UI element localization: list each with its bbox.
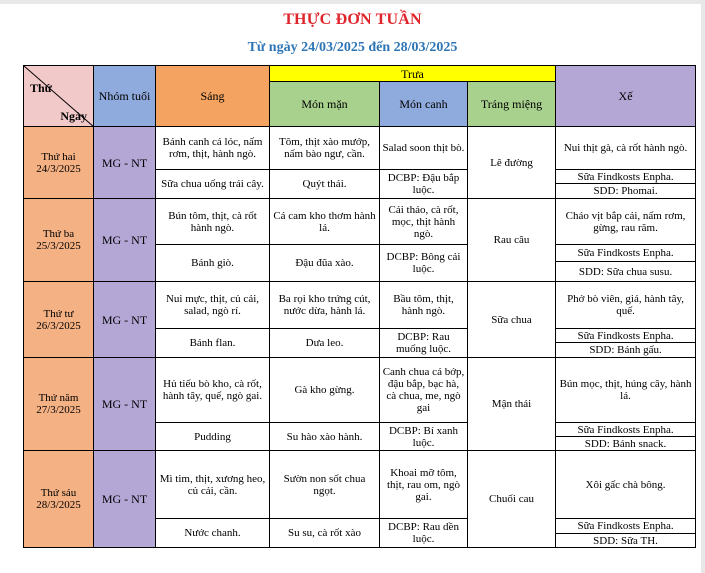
lunch-side: Su hào xào hành. — [270, 423, 380, 451]
afternoon-main: Xôi gấc chà bông. — [556, 451, 696, 519]
day-name: Thứ sáu — [40, 487, 77, 499]
table-row — [24, 127, 696, 170]
header-breakfast: Sáng — [156, 66, 270, 127]
breakfast-extra: Nước chanh. — [156, 519, 270, 548]
day-cell — [24, 451, 94, 548]
header-age-group: Nhóm tuổi — [94, 66, 156, 127]
day-cell — [24, 282, 94, 358]
table-row — [24, 358, 696, 423]
breakfast-main: Bún tôm, thịt, cà rốt hành ngò. — [156, 199, 270, 245]
breakfast-extra: Bánh flan. — [156, 329, 270, 358]
day-date: 28/3/2025 — [36, 499, 81, 511]
afternoon-main: Nui thịt gà, cà rốt hành ngò. — [556, 127, 696, 170]
age-group-cell: MG - NT — [94, 358, 156, 451]
lunch-dessert: Rau câu — [468, 199, 556, 282]
lunch-side: Đậu đũa xào. — [270, 245, 380, 282]
afternoon-main: Bún mọc, thịt, húng cây, hành lá. — [556, 358, 696, 423]
day-date: 26/3/2025 — [36, 319, 81, 332]
lunch-dessert: Mận thái — [468, 358, 556, 451]
lunch-main-dish: Sườn non sốt chua ngọt. — [270, 451, 380, 519]
breakfast-extra: Sữa chua uống trái cây. — [156, 170, 270, 199]
lunch-soup: Bầu tôm, thịt, hành ngò. — [380, 282, 468, 329]
lunch-main-dish: Tôm, thịt xào mướp, nấm bào ngư, cần. — [270, 127, 380, 170]
day-date: 25/3/2025 — [36, 240, 81, 252]
table-row — [24, 199, 696, 245]
day-date: 24/3/2025 — [36, 162, 81, 175]
afternoon-milk: Sữa Findkosts Enpha. — [556, 423, 696, 437]
lunch-side: Quýt thái. — [270, 170, 380, 199]
afternoon-main: Cháo vịt bắp cải, nấm rơm, gừng, rau răm. — [556, 199, 696, 245]
day-cell — [24, 358, 94, 451]
header-thu: Thứ — [30, 81, 52, 95]
afternoon-sdd: SDD: Bánh gấu. — [556, 343, 696, 358]
day-name: Thứ năm — [38, 392, 79, 404]
afternoon-milk: Sữa Findkosts Enpha. — [556, 329, 696, 343]
header-afternoon: Xế — [556, 66, 696, 127]
lunch-soup: Cải thảo, cà rốt, mọc, thịt hành ngò. — [380, 199, 468, 245]
afternoon-milk: Sữa Findkosts Enpha. — [556, 519, 696, 534]
breakfast-extra: Pudding — [156, 423, 270, 451]
lunch-soup: Canh chua cá bớp, đậu bắp, bạc hà, cà chua, me, ngò gai — [380, 358, 468, 423]
lunch-side: Su su, cà rốt xào — [270, 519, 380, 548]
lunch-dessert: Chuối cau — [468, 451, 556, 548]
age-group-cell: MG - NT — [94, 451, 156, 548]
lunch-main-dish: Ba rọi kho trứng cút, nước dừa, hành lá. — [270, 282, 380, 329]
lunch-main-dish: Gà kho gừng. — [270, 358, 380, 423]
lunch-soup: Salad soon thịt bò. — [380, 127, 468, 170]
lunch-dessert: Sữa chua — [468, 282, 556, 358]
header-lunch: Trưa — [270, 66, 556, 82]
lunch-main-dish: Cá cam kho thơm hành lá. — [270, 199, 380, 245]
day-cell — [24, 127, 94, 199]
lunch-side: Dưa leo. — [270, 329, 380, 358]
breakfast-main: Nui mực, thịt, củ cải, salad, ngò rí. — [156, 282, 270, 329]
day-name: Thứ ba — [42, 228, 75, 240]
page-title: THỰC ĐƠN TUẦN — [283, 11, 422, 28]
breakfast-main: Hủ tiếu bò kho, cà rốt, hành tây, quế, ngò gai. — [156, 358, 270, 423]
lunch-soup-extra: DCBP: Đậu bắp luộc. — [380, 170, 468, 199]
age-group-cell: MG - NT — [94, 282, 156, 358]
lunch-soup-extra: DCBP: Bí xanh luộc. — [380, 423, 468, 451]
header-dessert: Tráng miệng — [468, 82, 556, 127]
day-cell — [24, 199, 94, 282]
page-subtitle: Từ ngày 24/03/2025 đến 28/03/2025 — [247, 40, 458, 55]
table-row — [24, 451, 696, 519]
header-ngay: Ngày — [60, 109, 87, 123]
afternoon-milk: Sữa Findkosts Enpha. — [556, 170, 696, 184]
day-name: Thứ hai — [41, 150, 76, 163]
lunch-dessert: Lê đường — [468, 127, 556, 199]
lunch-soup-extra: DCBP: Rau muống luộc. — [380, 329, 468, 358]
breakfast-main: Bánh canh cá lóc, nấm rơm, thịt, hành ngò. — [156, 127, 270, 170]
age-group-cell: MG - NT — [94, 199, 156, 282]
lunch-soup: Khoai mỡ tôm, thịt, rau om, ngò gai. — [380, 451, 468, 519]
table-row — [24, 282, 696, 329]
afternoon-sdd: SDD: Bánh snack. — [556, 437, 696, 451]
header-main-dish: Món mặn — [270, 82, 380, 127]
breakfast-main: Mì tim, thịt, xương heo, củ cải, cần. — [156, 451, 270, 519]
afternoon-sdd: SDD: Sữa TH. — [556, 534, 696, 548]
afternoon-sdd: SDD: Phomai. — [556, 184, 696, 199]
afternoon-milk: Sữa Findkosts Enpha. — [556, 245, 696, 262]
lunch-soup-extra: DCBP: Rau dền luộc. — [380, 519, 468, 548]
header-soup: Món canh — [380, 82, 468, 127]
weekly-menu-table — [23, 65, 696, 548]
header-day-date — [24, 66, 94, 127]
afternoon-sdd: SDD: Sữa chua susu. — [556, 262, 696, 282]
day-date: 27/3/2025 — [36, 404, 81, 416]
day-name: Thứ tư — [43, 307, 74, 320]
breakfast-extra: Bánh giò. — [156, 245, 270, 282]
age-group-cell: MG - NT — [94, 127, 156, 199]
window-right-edge — [701, 0, 705, 573]
window-top-edge — [0, 0, 705, 4]
lunch-soup-extra: DCBP: Bông cải luộc. — [380, 245, 468, 282]
afternoon-main: Phở bò viên, giá, hành tây, quế. — [556, 282, 696, 329]
